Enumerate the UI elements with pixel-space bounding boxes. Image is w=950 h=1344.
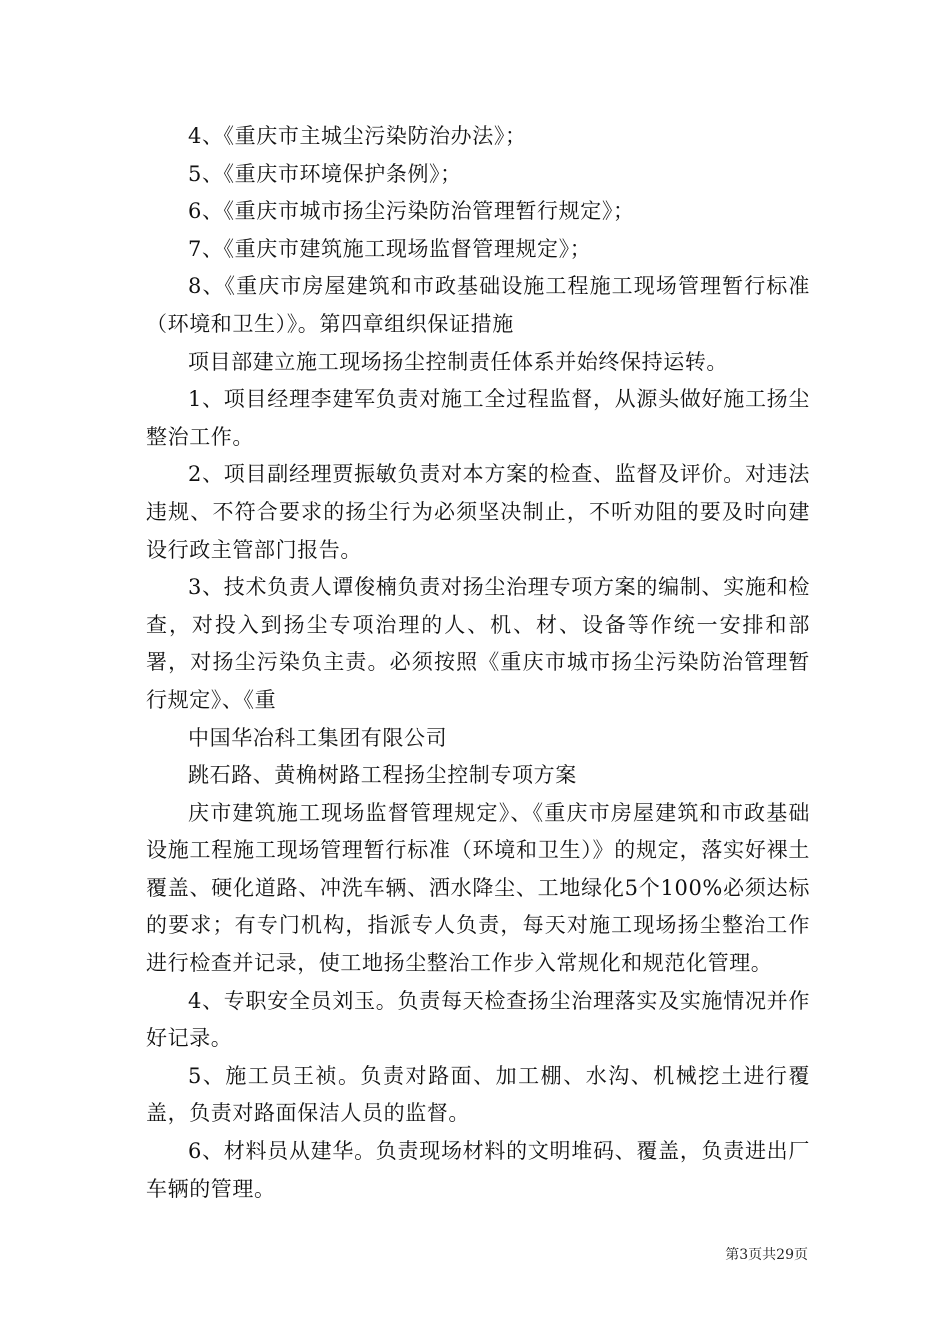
paragraph: 6、材料员从建华。负责现场材料的文明堆码、覆盖，负责进出厂车辆的管理。 bbox=[146, 1139, 810, 1201]
paragraph: 4、专职安全员刘玉。负责每天检查扬尘治理落实及实施情况并作好记录。 bbox=[146, 988, 810, 1051]
paragraph: 6、《重庆市城市扬尘污染防治管理暂行规定》； bbox=[188, 199, 635, 224]
running-header-company: 中国华冶科工集团有限公司 bbox=[188, 725, 448, 750]
paragraph: 5、《重庆市环境保护条例》； bbox=[188, 161, 462, 186]
document-body bbox=[146, 118, 810, 1208]
paragraph: 2、项目副经理贾振敏负责对本方案的检查、监督及评价。对违法违规、不符合要求的扬尘行为必须坚决制止，不听劝阻的要及时向建设行政主管部门报告。 bbox=[146, 462, 810, 562]
paragraph: 项目部建立施工现场扬尘控制责任体系并始终保持运转。 bbox=[188, 349, 728, 374]
paragraph: 庆市建筑施工现场监督管理规定》、《重庆市房屋建筑和市政基础设施工程施工现场管理暂行标准（环境和卫生）》的规定，落实好裸土覆盖、硬化道路、冲洗车辆、洒水降尘、工地绿化5个100%必须达标的要求；有专门机构，指派专人负责，每天对施工现场扬尘整治工作进行检查并记录，使工地扬尘整治工作步入常规化和规范化管理。 bbox=[146, 800, 810, 976]
running-header-title: 跳石路、黄桷树路工程扬尘控制专项方案 bbox=[188, 763, 577, 788]
paragraph: 1、项目经理李建军负责对施工全过程监督，从源头做好施工扬尘整治工作。 bbox=[146, 387, 810, 449]
paragraph: 3、技术负责人谭俊楠负责对扬尘治理专项方案的编制、实施和检查，对投入到扬尘专项治理的人、机、材、设备等作统一安排和部署，对扬尘污染负主责。必须按照《重庆市城市扬尘污染防治管理暂行规定》、《重 bbox=[146, 575, 810, 712]
paragraph: 8、《重庆市房屋建筑和市政基础设施工程施工现场管理暂行标准（环境和卫生）》。第四章组织保证措施 bbox=[146, 274, 810, 336]
paragraph: 5、施工员王祯。负责对路面、加工棚、水沟、机械挖土进行覆盖，负责对路面保洁人员的监督。 bbox=[146, 1063, 810, 1126]
paragraph: 4、《重庆市主城尘污染防治办法》； bbox=[188, 124, 527, 148]
paragraph: 7、《重庆市建筑施工现场监督管理规定》； bbox=[188, 236, 592, 261]
page-number-footer: 第3页共29页 bbox=[725, 1247, 808, 1263]
